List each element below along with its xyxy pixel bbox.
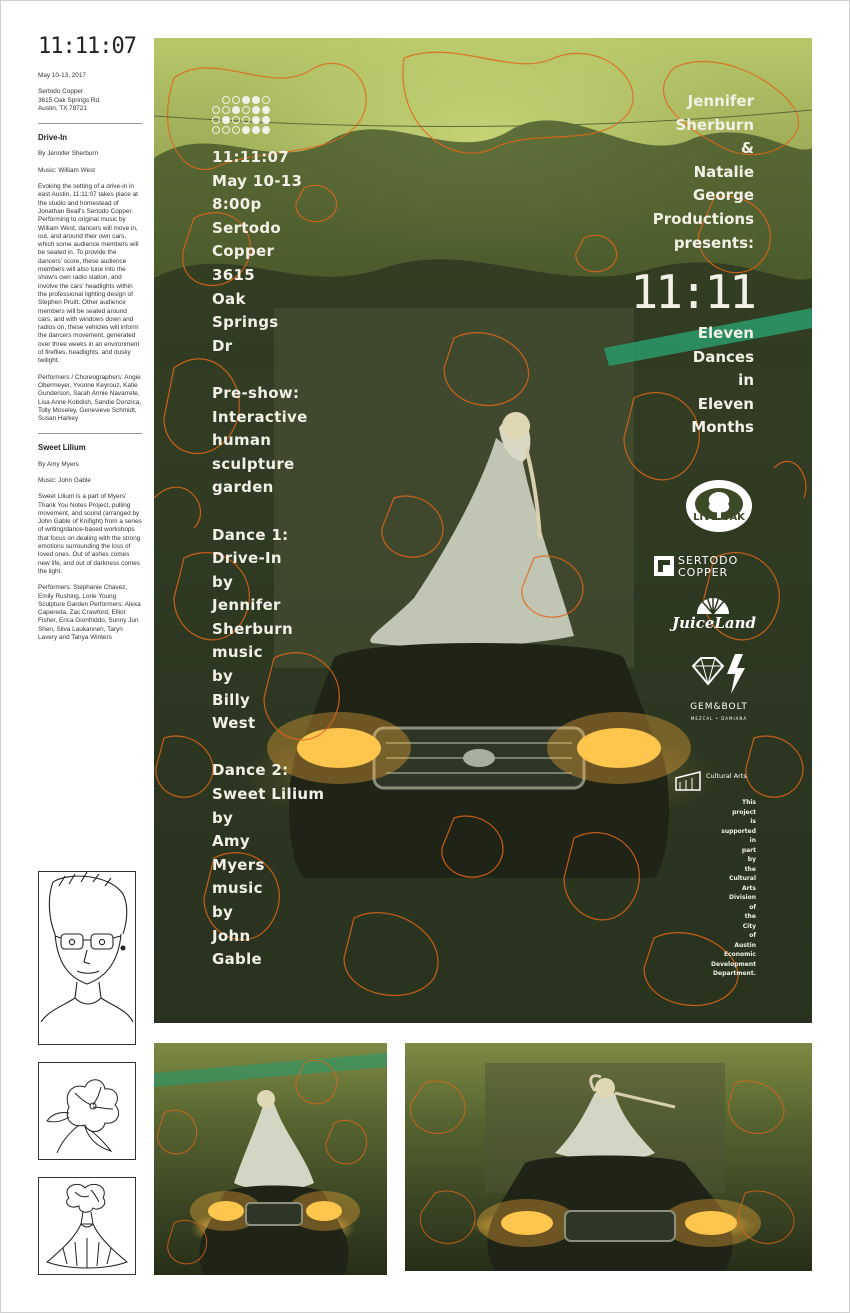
section-title-drive-in: Drive-In [38, 133, 68, 143]
presenters-block-line: Sherburn [675, 115, 754, 134]
funding-credit-line: Development [711, 960, 756, 968]
presenters-block-line: George [692, 186, 754, 205]
gem-bolt-label: GEM&BOLT [690, 702, 748, 712]
sweet-lilium-music: Music: John Gable [38, 476, 91, 484]
venue-city: Austin, TX 78721 [38, 104, 87, 112]
presenters-block-line: & [740, 139, 754, 158]
section-title-sweet-lilium: Sweet Lilium [38, 443, 86, 453]
dancer-on-car-image [405, 1043, 812, 1271]
subtitle-block-line: Dances [692, 347, 754, 366]
event-info-block-line: Copper [212, 242, 275, 261]
sertodo-copper-logo [654, 554, 754, 580]
funding-credit [686, 798, 756, 979]
dance-2-block-line: by [212, 903, 234, 921]
gem-bolt-sublabel: MEZCAL • DAMIANA [690, 716, 748, 721]
event-info-block-line: Oak [212, 289, 246, 308]
funding-credit-line: in [749, 837, 756, 844]
event-info-block-line: Dr [212, 336, 233, 355]
cultural-arts-label: Cultural Arts [706, 772, 747, 780]
funding-credit-line: by [747, 856, 756, 863]
drive-in-performers: Performers / Choreographers: Angie Obermeyer, Yvonne Keyrouz, Katie Gunderson, Sarah Annie Navarrete, Lisa Anne Kobdish, Sandie Donzica, Tolly Moseley, Genevieve Schmidt, Susan Harkey [38, 373, 142, 423]
dancer-on-car-image [154, 1043, 387, 1275]
dancer-dress-sketch [38, 1177, 136, 1275]
event-info-block-line: 11:11:07 [212, 148, 290, 166]
presenters-block-line: Jennifer [687, 92, 754, 110]
presenters-block-line: presents: [673, 233, 754, 252]
gem-bolt-logo [684, 654, 754, 728]
live-oak-logo [684, 478, 754, 538]
cultural-arts-logo [674, 770, 754, 794]
sertodo-mark-icon [654, 556, 674, 576]
preshow-block-line: human [212, 431, 272, 450]
dance-2-block-line: John [212, 926, 251, 945]
preshow-block [212, 382, 324, 500]
juiceland-logo [672, 594, 757, 638]
presenters-block [653, 90, 754, 255]
funding-credit-line: Division [728, 894, 756, 901]
funding-credit-line: the [744, 913, 756, 920]
dance-1-block-line: Drive-In [212, 549, 282, 568]
dance-1-block-line: Billy [212, 690, 251, 709]
funding-credit-line: Economic [723, 951, 756, 958]
funding-credit-line: project [732, 808, 756, 816]
presenters-block-line: Natalie [693, 162, 754, 181]
sweet-lilium-performers: Performers: Stephanie Chavez, Emily Rushing, Lorie Young [38, 584, 128, 600]
drive-in-by: By Jennifer Sherburn [38, 150, 99, 158]
venue-street: 3615 Oak Springs Rd. [38, 96, 101, 104]
dance-1-block-line: Dance 1: [212, 525, 289, 544]
event-info-block-line: 8:00p [212, 195, 262, 214]
sculpture-garden-performers: Sculpture Garden Performers: Alexa Capereda, Zac Crawford, Elliot Fisher, Erica Gionfriddo, Sunny Jun Shen, Silva Laukannen, Taryn Lavery and Tanya Winters [38, 600, 141, 642]
oak-tree-icon [684, 478, 754, 538]
dance-2-block-line: by [212, 808, 234, 827]
subtitle-block-line: Eleven [697, 324, 754, 342]
preshow-block-line: Pre-show: [212, 383, 300, 402]
divider [38, 433, 142, 434]
preshow-block-line: Interactive [212, 407, 308, 426]
event-info-block-line: Sertodo [212, 218, 281, 237]
copper-label: COPPER [678, 566, 729, 579]
venue-name: Sertodo Copper [38, 88, 84, 96]
dance-1-block-line: by [212, 572, 234, 591]
subtitle-block [691, 322, 754, 440]
event-info-block-line: 3615 [212, 265, 255, 284]
sweet-lilium-by: By Amy Myers [38, 460, 79, 468]
funding-credit-line: of [749, 932, 756, 939]
live-oak-label: LIVE OAK [693, 512, 745, 523]
performance-photo-left [154, 1043, 387, 1275]
subtitle-block-line: Months [691, 418, 754, 437]
preshow-block-line: sculpture [212, 454, 295, 473]
performance-photo-right [405, 1043, 812, 1271]
dance-2-block-line: Myers [212, 855, 265, 874]
dance-1-block-line: Jennifer [212, 596, 281, 615]
funding-credit-line: part [741, 846, 756, 854]
dance-1-block-line: Sherburn [212, 619, 293, 638]
diamond-bolt-icon [691, 654, 747, 694]
dance-1-block-line: by [212, 667, 234, 686]
funding-credit-line: is [750, 818, 756, 825]
building-icon [674, 770, 704, 792]
portrait-sketch [38, 871, 136, 1045]
event-poster [154, 38, 812, 1023]
divider [38, 123, 142, 124]
sertodo-label: SERTODO [678, 554, 739, 567]
subtitle-block-line: in [738, 371, 754, 390]
program-column [38, 34, 142, 650]
lily-flower-sketch [38, 1062, 136, 1160]
dance-2-block-line: Gable [212, 950, 262, 969]
funding-credit-line: the [744, 865, 756, 873]
funding-credit-line: supported [721, 827, 756, 835]
funding-credit-line: City [742, 922, 756, 930]
dance-2-block-line: Dance 2: [212, 761, 289, 780]
funding-credit-line: Department. [713, 970, 756, 977]
event-details-text [212, 146, 324, 972]
dance-2-block [212, 759, 324, 971]
dance-2-block-line: music [212, 879, 263, 898]
venue-address [38, 88, 142, 113]
dance-1-block [212, 524, 324, 736]
dance-2-block-line: Amy [212, 832, 250, 851]
funding-credit-line: This [742, 799, 756, 806]
event-info-block [212, 146, 324, 358]
event-info-block-line: Springs [212, 313, 279, 332]
drive-in-description: Evoking the setting of a drive-in in east Austin, 11:11:07 takes place at the studio and homestead of Jonathan Beall's Sertodo Copper. Performing to original music by William West, dancers will move in, out, and around their own cars, which some audience members will be seated in. To provide the dancers' score, these audience members will also tune into the show's own radio station, and involve the cars' headlights within the professional lighting design of Stephen Pruitt. Other audience members will be seated around cars, and with windows down and radios on, these vehicles will inform the dancers movement, generated over three weeks in an environment of fireflies, headlights, and dusky twilight. [38, 183, 140, 365]
juiceland-label: JuiceLand [672, 614, 757, 632]
funding-credit-line: Austin [734, 941, 756, 949]
sunburst-icon [693, 594, 733, 614]
dance-1-block-line: West [212, 714, 256, 733]
preshow-block-line: garden [212, 478, 274, 497]
funding-credit-line: Cultural [729, 875, 756, 882]
presenters-block-line: Productions [652, 209, 754, 228]
funding-credit-line: of [749, 903, 756, 911]
sweet-lilium-description: Sweet Lilium is a part of Myers' Thank You Notes Project, pulling movement, and sound (arranged by John Gable of Knifight) from a series of writing/dance-based workshops that focus on dealing with the strong emotions surrounding the loss of loved ones. Out of ashes comes new life, and out of darkness comes the light. [38, 493, 142, 575]
event-info-block-line: May 10-13 [212, 171, 303, 190]
logo-mark: 11:11:07 [38, 34, 136, 59]
title-mark: 11:11 [630, 265, 754, 319]
subtitle-block-line: Eleven [697, 394, 754, 413]
dance-1-block-line: music [212, 643, 263, 662]
funding-credit-line: Arts [741, 884, 756, 892]
dot-grid-logo-icon [212, 96, 272, 136]
drive-in-music: Music: William West [38, 166, 96, 174]
event-date: May 10-13, 2017 [38, 72, 86, 79]
dance-2-block-line: Sweet Lilium [212, 785, 325, 804]
